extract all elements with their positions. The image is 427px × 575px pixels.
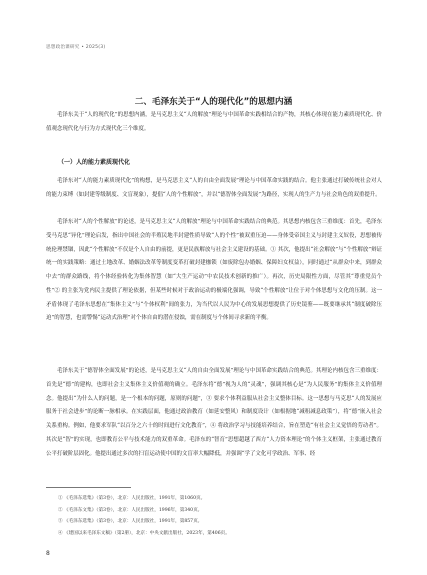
subheading-ability-modernization: （一）人的能力素质现代化 (58, 159, 131, 166)
footnote-item: ③ 《毛泽东选集》（第3卷），北京：人民出版社，1991年，第857页。 (58, 519, 203, 525)
page-number: 8 (46, 550, 50, 557)
footnote-item: ① 《毛泽东选集》（第3卷），北京：人民出版社，1991年，第1060页。 (58, 496, 206, 501)
footnotes-list (58, 493, 368, 539)
footnote-item: ④ 《建国以来毛泽东文稿》（第2册），北京：中央文献出版社，2023年，第406页。 (58, 530, 230, 536)
body-paragraph-1: 毛泽东对“人的能力素质现代化”的构想，是马克思主义“人的自由全面发展”理论与中国革命实践的结合。他主张通过打破传统社会对人的能力束缚（如封建等级制度、文盲现象），提倡“人的个性解放”，并以“德智体全面发展”为路径，实现人的生产力与社会角色的双重提升。 (46, 178, 382, 198)
journal-header: 思想政治课研究 • 2025(3) (46, 45, 106, 50)
intro-paragraph: 毛泽东关于“人的现代化”的思想内涵，是马克思主义“人的解放”理论与中国革命实践相结合的产物，其核心体现在能力素质现代化、价值观念现代化与行为方式现代化三个维度。 (46, 112, 382, 132)
footnote-item: ② 《毛泽东文集》（第3卷），北京：人民出版社，1996年，第340页。 (58, 507, 203, 513)
footnote-divider (46, 487, 131, 488)
body-paragraph-2: 毛泽东对“人的个性解放”的论述，是马克思主义“人的解放”理论与中国革命实践结合的典范。其思想内核包含三重维度：首先，毛泽东受马克思“异化”理论启发，指出中国社会的半殖民地半封建性质导致“人的个性”被双重压迫——身体受帝国主义与封建主义奴役，思想被传统伦理禁锢，因此“个性解放”不仅是个人自由的前提，更是民族解放与社会主义建设的基础。① 其次，他提出“社会解放”与“个性解放”辩证统一的实践策略：通过土地改革、婚姻法改革等制度变革打破封建枷锁（如废除包办婚姻、保障妇女权益），同时通过“从群众中来，到群众中去”的群众路线，将个体经验转化为集体智慧（如“大生产运动”中农民技术创新的推广）。再次，历史局限性方面，尽管其“尊重党员个性”② 的主张为党内民主提供了理论依据，但某些时候对于政治运动的极端化强调，导致“个性解放”让位于对个体思想与文化的压制。这一矛盾体现了毛泽东思想在“集体主义”与“个体权利”间的张力，为当代以人民为中心的发展思想提供了历史镜鉴——既要继承其“制度破除压迫”的智慧，也需警惕“运动式治理”对个体自由的潜在侵蚀，需在制度与个体间寻求新的平衡。 (46, 219, 382, 322)
section-title: 二、毛泽东关于“人的现代化”的思想内涵 (134, 97, 293, 108)
body-paragraph-3: 毛泽东关于“德智体全面发展”的论述，是马克思主义“人的自由全面发展”理论与中国革命实践结合的典范。其理论内核包含三重维度：首先是“德”的建构，也即社会主义集体主义价值观的确立。毛泽东将“德”视为人的“灵魂”，强调其核心是“为人民服务”的集体主义价值理念。他提出“为什么人的问题，是一个根本的问题，原则的问题”，③ 要求个体利益服从社会主义整体目标。这一思想与马克思“人的发展应服务于社会进步”的论断一脉相承。在实践层面，他通过政治教育（如延安整风）和制度设计（如根据地“减租减息政策”），将“德”嵌入社会关系重构。例如，他要求军队“以百分之六十的时间进行文化教育”，④ 将政治学习与技能培养结合，旨在塑造“有社会主义觉悟的劳动者”。其次是“智”的实现，也即教育公平与技术能力的双重革命。毛泽东的“智育”思想超越了西方“人力资本理论”的个体主义框架，主张通过教育公平打破阶层固化。他提出通过多次的扫盲运动使中国的文盲率大幅降低，并强调“学了文化可学政治、军事、经 (46, 368, 382, 457)
